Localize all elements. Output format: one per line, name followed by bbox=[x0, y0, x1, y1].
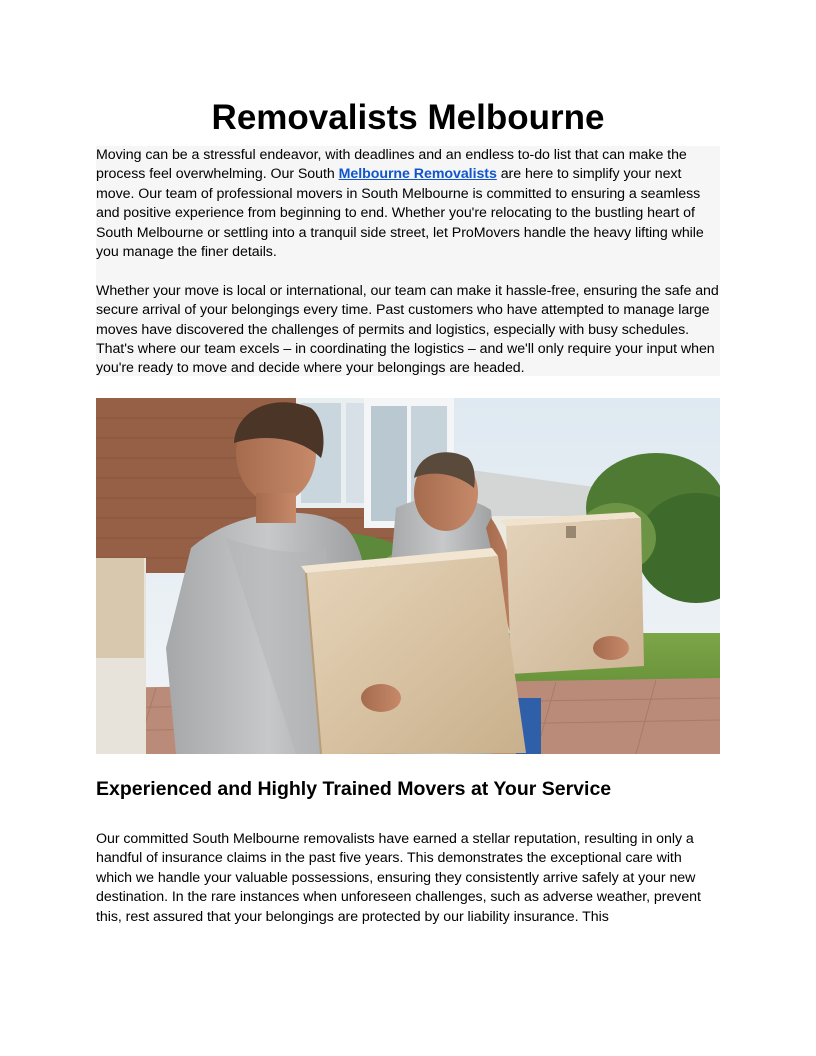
intro-block bbox=[96, 146, 720, 376]
melbourne-removalists-link[interactable]: Melbourne Removalists bbox=[338, 166, 497, 183]
intro-paragraph-1 bbox=[96, 146, 720, 262]
intro-paragraph-1-start: Moving can be a stressful endeavor, with deadlines and an endless to-do list that can make the process feel overwhelming. Our South bbox=[96, 147, 687, 183]
movers-photo bbox=[96, 398, 720, 754]
section-paragraph-1: Our committed South Melbourne removalists have earned a stellar reputation, resulting in only a handful of insurance claims in the past five years. This demonstrates the exceptional care with which we handle your valuable possessions, ensuring they consistently arrive safely at your new destination. In the rare instances when unforeseen challenges, such as adverse weather, prevent this, rest assured that your belongings are protected by our liability insurance. This bbox=[96, 831, 701, 925]
section-heading: Experienced and Highly Trained Movers at Your Service bbox=[96, 778, 612, 800]
intro-paragraph-1-end: are here to simplify your next move. Our team of professional movers in South Melbourne is committed to ensuring a seamless and positive experience from beginning to end. Whether you're relocating to the bustling heart of South Melbourne or settling into a tranquil side street, let ProMovers handle the heavy lifting while you manage the finer details. bbox=[96, 166, 704, 261]
page-title: Removalists Melbourne bbox=[211, 98, 605, 137]
intro-paragraph-2: Whether your move is local or international, our team can make it hassle-free, ensuring the safe and secure arrival of your belongings every time. Past customers who have attempted to manage large moves have discovered the challenges of permits and logistics, especially with busy schedules. That's where our team excels – in coordinating the logistics – and we'll only require your input when you're ready to move and decide where your belongings are headed. bbox=[96, 282, 719, 377]
section-body bbox=[96, 830, 720, 927]
